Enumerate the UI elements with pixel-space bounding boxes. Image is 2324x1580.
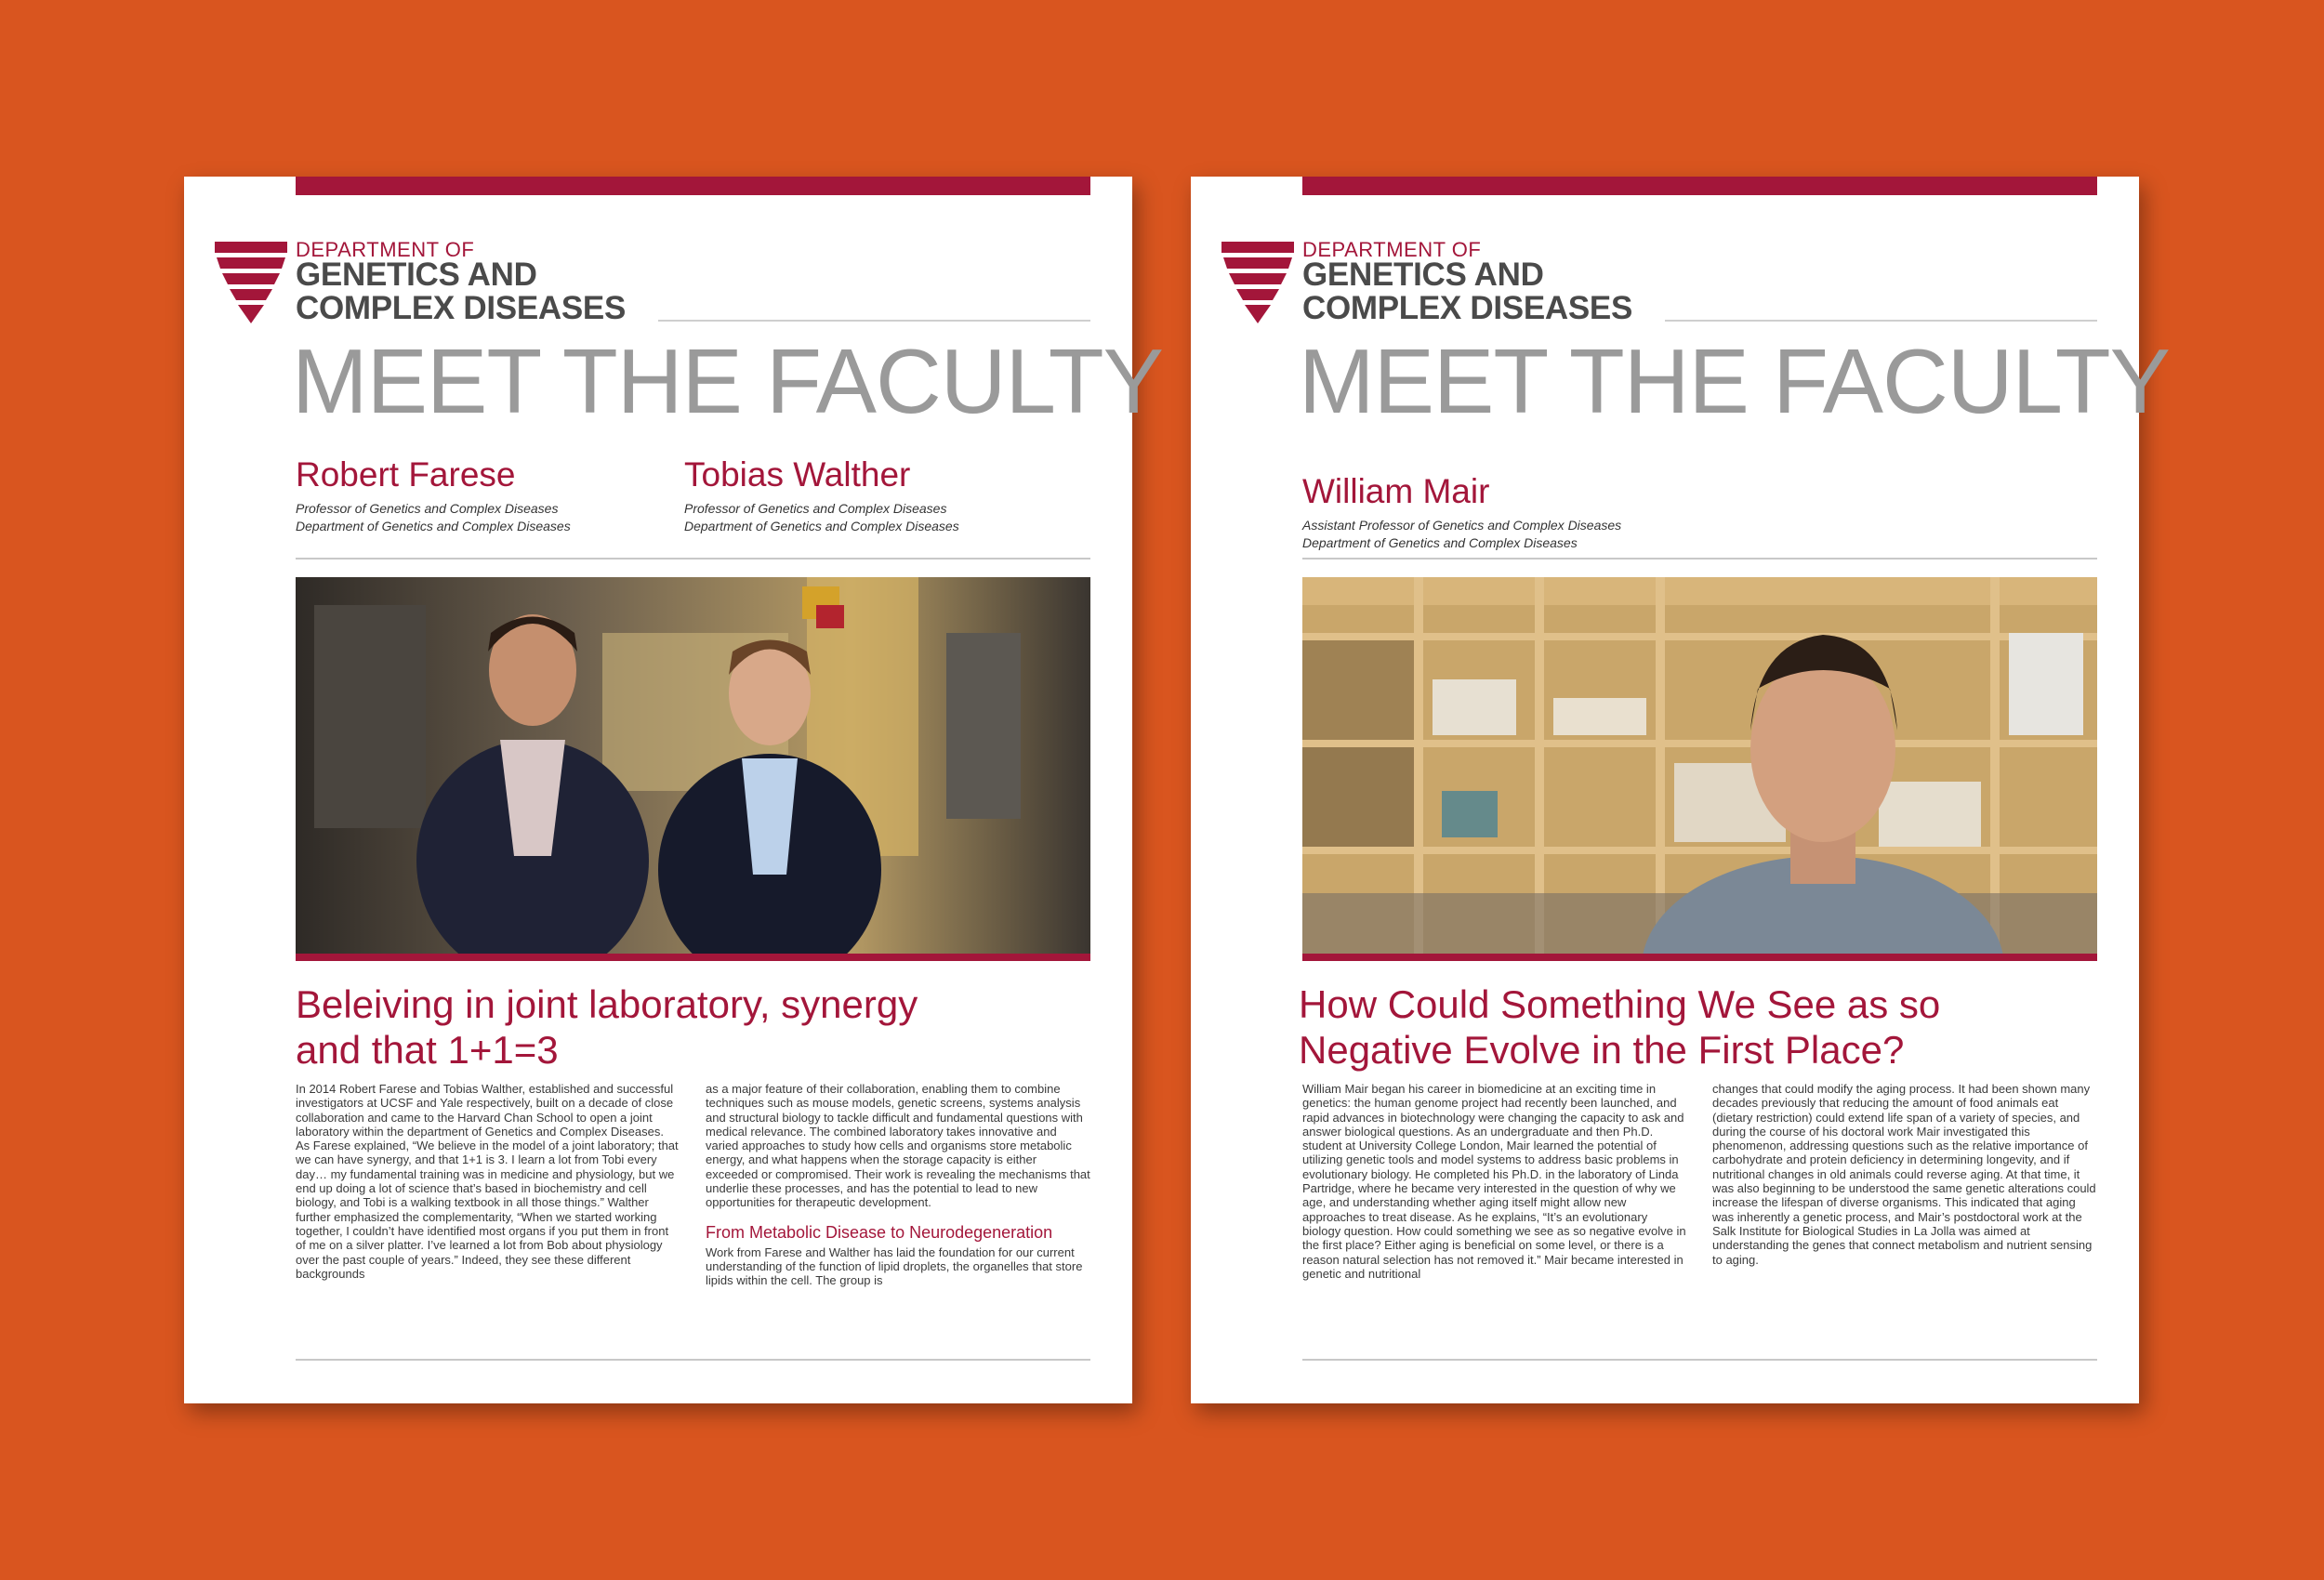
dept-name-line2: COMPLEX DISEASES bbox=[296, 290, 626, 326]
header-divider bbox=[658, 320, 1090, 322]
body-column-1 bbox=[296, 1082, 680, 1323]
section-divider bbox=[296, 558, 1090, 560]
faculty-block-farese bbox=[296, 455, 571, 535]
body-column-2 bbox=[706, 1082, 1090, 1323]
article-headline bbox=[1299, 981, 2097, 1073]
faculty-name: William Mair bbox=[1302, 472, 1490, 510]
footer-divider bbox=[296, 1359, 1090, 1361]
article-body bbox=[296, 1082, 1090, 1323]
article-body bbox=[1302, 1082, 2097, 1323]
body-paragraph: changes that could modify the aging process. It had been shown many decades previously that reducing the amount of food animals eat (dietary restriction) could extend life span of a variety of species, and during the course of his doctoral work Mair investigated this phenomenon, addressing questions such as the relative importance of carbohydrate and protein deficiency in determining longevity, and if nutritional changes in old animals could reverse aging. At that time, it was also beginning to be understood the same genetic alterations could increase the lifespan of diverse organisms. This indicated that aging was inherently a genetic process, and Mair’s postdoctoral work at the Salk Institute for Biological Studies in La Jolla was aimed at understanding the genes that connect metabolism and nutrient sensing to aging. bbox=[1712, 1082, 2096, 1267]
footer-divider bbox=[1302, 1359, 2097, 1361]
body-paragraph: In 2014 Robert Farese and Tobias Walther, established and successful investigators at UCSF and Yale respectively, built on a decade of close collaboration and came to the Harvard Chan School to open a joint laboratory within the department of Genetics and Complex Diseases. As Farese explained, “We believe in the model of a joint laboratory; that we can have synergy, and that 1+1 is 3. I learn a lot from Tobi every day… my fundamental training was in medicine and physiology, but we end up doing a lot of science that’s based in biochemistry and cell biology, and Tobi is a walking textbook in all those things.” Walther further emphasized the complementarity, “When we started working together, I couldn’t have identified most organs if you put them in front of me on a silver platter. I’ve learned a lot from Bob about physiology over the past couple of years.” Indeed, they see these different backgrounds bbox=[296, 1082, 679, 1281]
faculty-block-mair bbox=[1302, 472, 1621, 552]
dept-name bbox=[296, 258, 626, 325]
top-accent-bar bbox=[1302, 177, 2097, 195]
page-title: MEET THE FACULTY bbox=[1299, 330, 2170, 432]
department-logo-icon bbox=[215, 242, 287, 325]
headline-line2: Negative Evolve in the First Place? bbox=[1299, 1028, 1905, 1072]
flyer-page-right bbox=[1191, 177, 2170, 1403]
faculty-name: Robert Farese bbox=[296, 455, 516, 494]
section-subheading: From Metabolic Disease to Neurodegeneration bbox=[706, 1222, 1053, 1242]
page-title: MEET THE FACULTY bbox=[292, 330, 1163, 432]
photo-accent-bar bbox=[296, 954, 1090, 961]
dept-label-small: DEPARTMENT OF bbox=[296, 238, 475, 261]
headline-line1: How Could Something We See as so bbox=[1299, 982, 1941, 1026]
dept-name-line2: COMPLEX DISEASES bbox=[1302, 290, 1632, 326]
top-accent-bar bbox=[296, 177, 1090, 195]
faculty-title: Assistant Professor of Genetics and Complex Diseases bbox=[1302, 518, 1622, 533]
body-column-1 bbox=[1302, 1082, 1687, 1323]
faculty-photo-mair bbox=[1302, 577, 2097, 954]
dept-name-line1: GENETICS AND bbox=[1302, 257, 1544, 293]
dept-label-small: DEPARTMENT OF bbox=[1302, 238, 1482, 261]
body-column-2 bbox=[1712, 1082, 2097, 1323]
faculty-photo-farese-walther bbox=[296, 577, 1090, 954]
headline-line2: and that 1+1=3 bbox=[296, 1028, 559, 1072]
faculty-department: Department of Genetics and Complex Diseases bbox=[1302, 535, 1578, 550]
faculty-name: Tobias Walther bbox=[684, 455, 911, 494]
header-divider bbox=[1665, 320, 2097, 322]
headline-line1: Beleiving in joint laboratory, synergy bbox=[296, 982, 918, 1026]
section-divider bbox=[1302, 558, 2097, 560]
faculty-title: Professor of Genetics and Complex Diseases bbox=[684, 501, 947, 516]
photo-accent-bar bbox=[1302, 954, 2097, 961]
department-logo-icon bbox=[1221, 242, 1294, 325]
body-paragraph: as a major feature of their collaboration, enabling them to combine techniques such as mouse models, genetic screens, systems analysis and structural biology to tackle difficult and fundamental questions with medical relevance. The combined laboratory takes innovative and varied approaches to study how cells and organisms store metabolic energy, and what happens when the storage capacity is either exceeded or compromised. Their work is revealing the mechanisms that underlie these processes, and has the potential to lead to new opportunities for therapeutic development. bbox=[706, 1082, 1090, 1210]
article-headline bbox=[296, 981, 1090, 1073]
faculty-title: Professor of Genetics and Complex Diseases bbox=[296, 501, 559, 516]
body-paragraph: William Mair began his career in biomedicine at an exciting time in genetics: the human genome project had recently been launched, and rapid advances in biotechnology were changing the capacity to ask and answer biological questions. As an undergraduate and then Ph.D. student at University College London, Mair learned the potential of utilizing genetic tools and model systems to address basic problems in evolutionary biology. He completed his Ph.D. in the laboratory of Linda Partridge, where he became very interested in the question of why we age, and understanding whether aging itself might allow new approaches to treat disease. As he explains, “It’s an evolutionary biology question. How could something we see as so negative evolve in the first place? Either aging is beneficial on some level, or there is a reason natural selection has not removed it.” Mair became interested in genetic and nutritional bbox=[1302, 1082, 1686, 1281]
faculty-department: Department of Genetics and Complex Diseases bbox=[296, 519, 571, 533]
faculty-department: Department of Genetics and Complex Diseases bbox=[684, 519, 959, 533]
dept-name bbox=[1302, 258, 1632, 325]
flyer-page-left bbox=[184, 177, 1163, 1403]
faculty-block-walther bbox=[684, 455, 959, 535]
body-paragraph: Work from Farese and Walther has laid the foundation for our current understanding of the function of lipid droplets, the organelles that store lipids within the cell. The group is bbox=[706, 1244, 1083, 1288]
dept-name-line1: GENETICS AND bbox=[296, 257, 537, 293]
